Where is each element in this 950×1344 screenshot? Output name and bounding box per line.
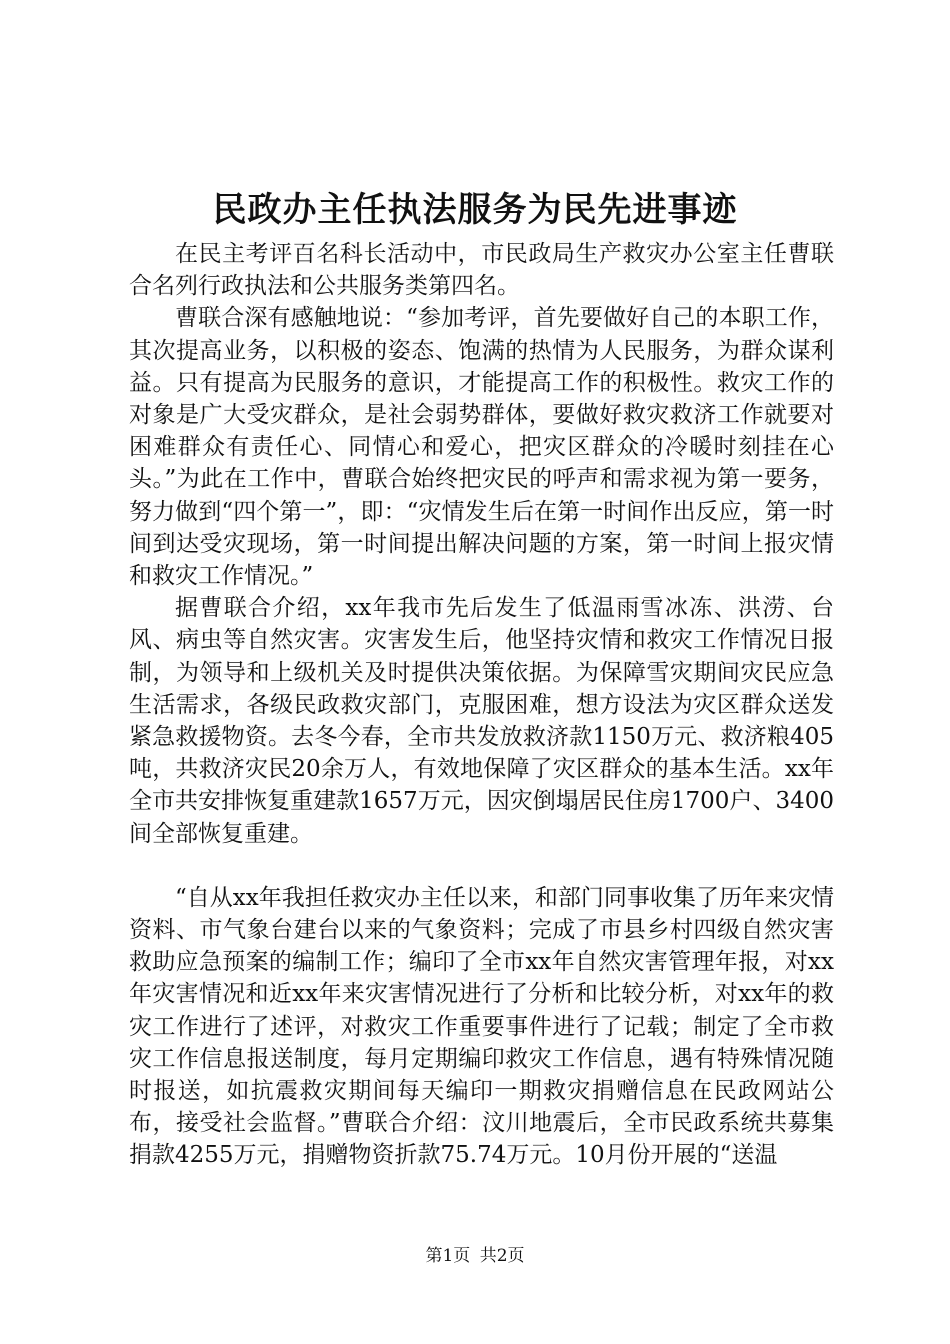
paragraph-3: 据曹联合介绍，xx年我市先后发生了低温雨雪冰冻、洪涝、台风、病虫等自然灾害。灾害发生后，他坚持灾情和救灾工作情况日报制，为领导和上级机关及时提供决策依据。为保障雪灾期间灾民应急生活需求，各级民政救灾部门，克服困难，想方设法为灾区群众送发紧急救援物资。去冬今春，全市共发放救济款1150万元、救济粮405吨，共救济灾民20余万人，有效地保障了灾区群众的基本生活。xx年全市共安排恢复重建款1657万元，因灾倒塌居民住房1700户、3400间全部恢复重建。: [129, 595, 834, 847]
paragraph-1: 在民主考评百名科长活动中，市民政局生产救灾办公室主任曹联合名列行政执法和公共服务类第四名。: [129, 241, 834, 300]
page-total: 共2页: [479, 1246, 525, 1266]
page-number: 第1页: [425, 1246, 471, 1266]
page-footer: [0, 1244, 950, 1268]
paragraph-4: “自从xx年我担任救灾办主任以来，和部门同事收集了历年来灾情资料、市气象台建台以来的气象资料；完成了市县乡村四级自然灾害救助应急预案的编制工作；编印了全市xx年自然灾害管理年报，对xx年灾害情况和近xx年来灾害情况进行了分析和比较分析，对xx年的救灾工作进行了述评，对救灾工作重要事件进行了记载；制定了全市救灾工作信息报送制度，每月定期编印救灾工作信息，遇有特殊情况随时报送，如抗震救灾期间每天编印一期救灾捐赠信息在民政网站公布，接受社会监督。”曹联合介绍：汶川地震后，全市民政系统共募集捐款4255万元，捐赠物资折款75.74万元。10月份开展的“送温: [129, 884, 834, 1169]
paragraph-2: 曹联合深有感触地说：“参加考评，首先要做好自己的本职工作，其次提高业务，以积极的姿态、饱满的热情为人民服务，为群众谋利益。只有提高为民服务的意识，才能提高工作的积极性。救灾工作的对象是广大受灾群众，是社会弱势群体，要做好救灾救济工作就要对困难群众有责任心、同情心和爱心，把灾区群众的冷暖时刻挂在心头。”为此在工作中，曹联合始终把灾民的呼声和需求视为第一要务，努力做到“四个第一”，即：“灾情发生后在第一时间作出反应，第一时间到达受灾现场，第一时间提出解决问题的方案，第一时间上报灾情和救灾工作情况。”: [129, 305, 834, 590]
document-title: 民政办主任执法服务为民先进事迹: [212, 190, 738, 230]
document-body: [129, 238, 834, 1172]
